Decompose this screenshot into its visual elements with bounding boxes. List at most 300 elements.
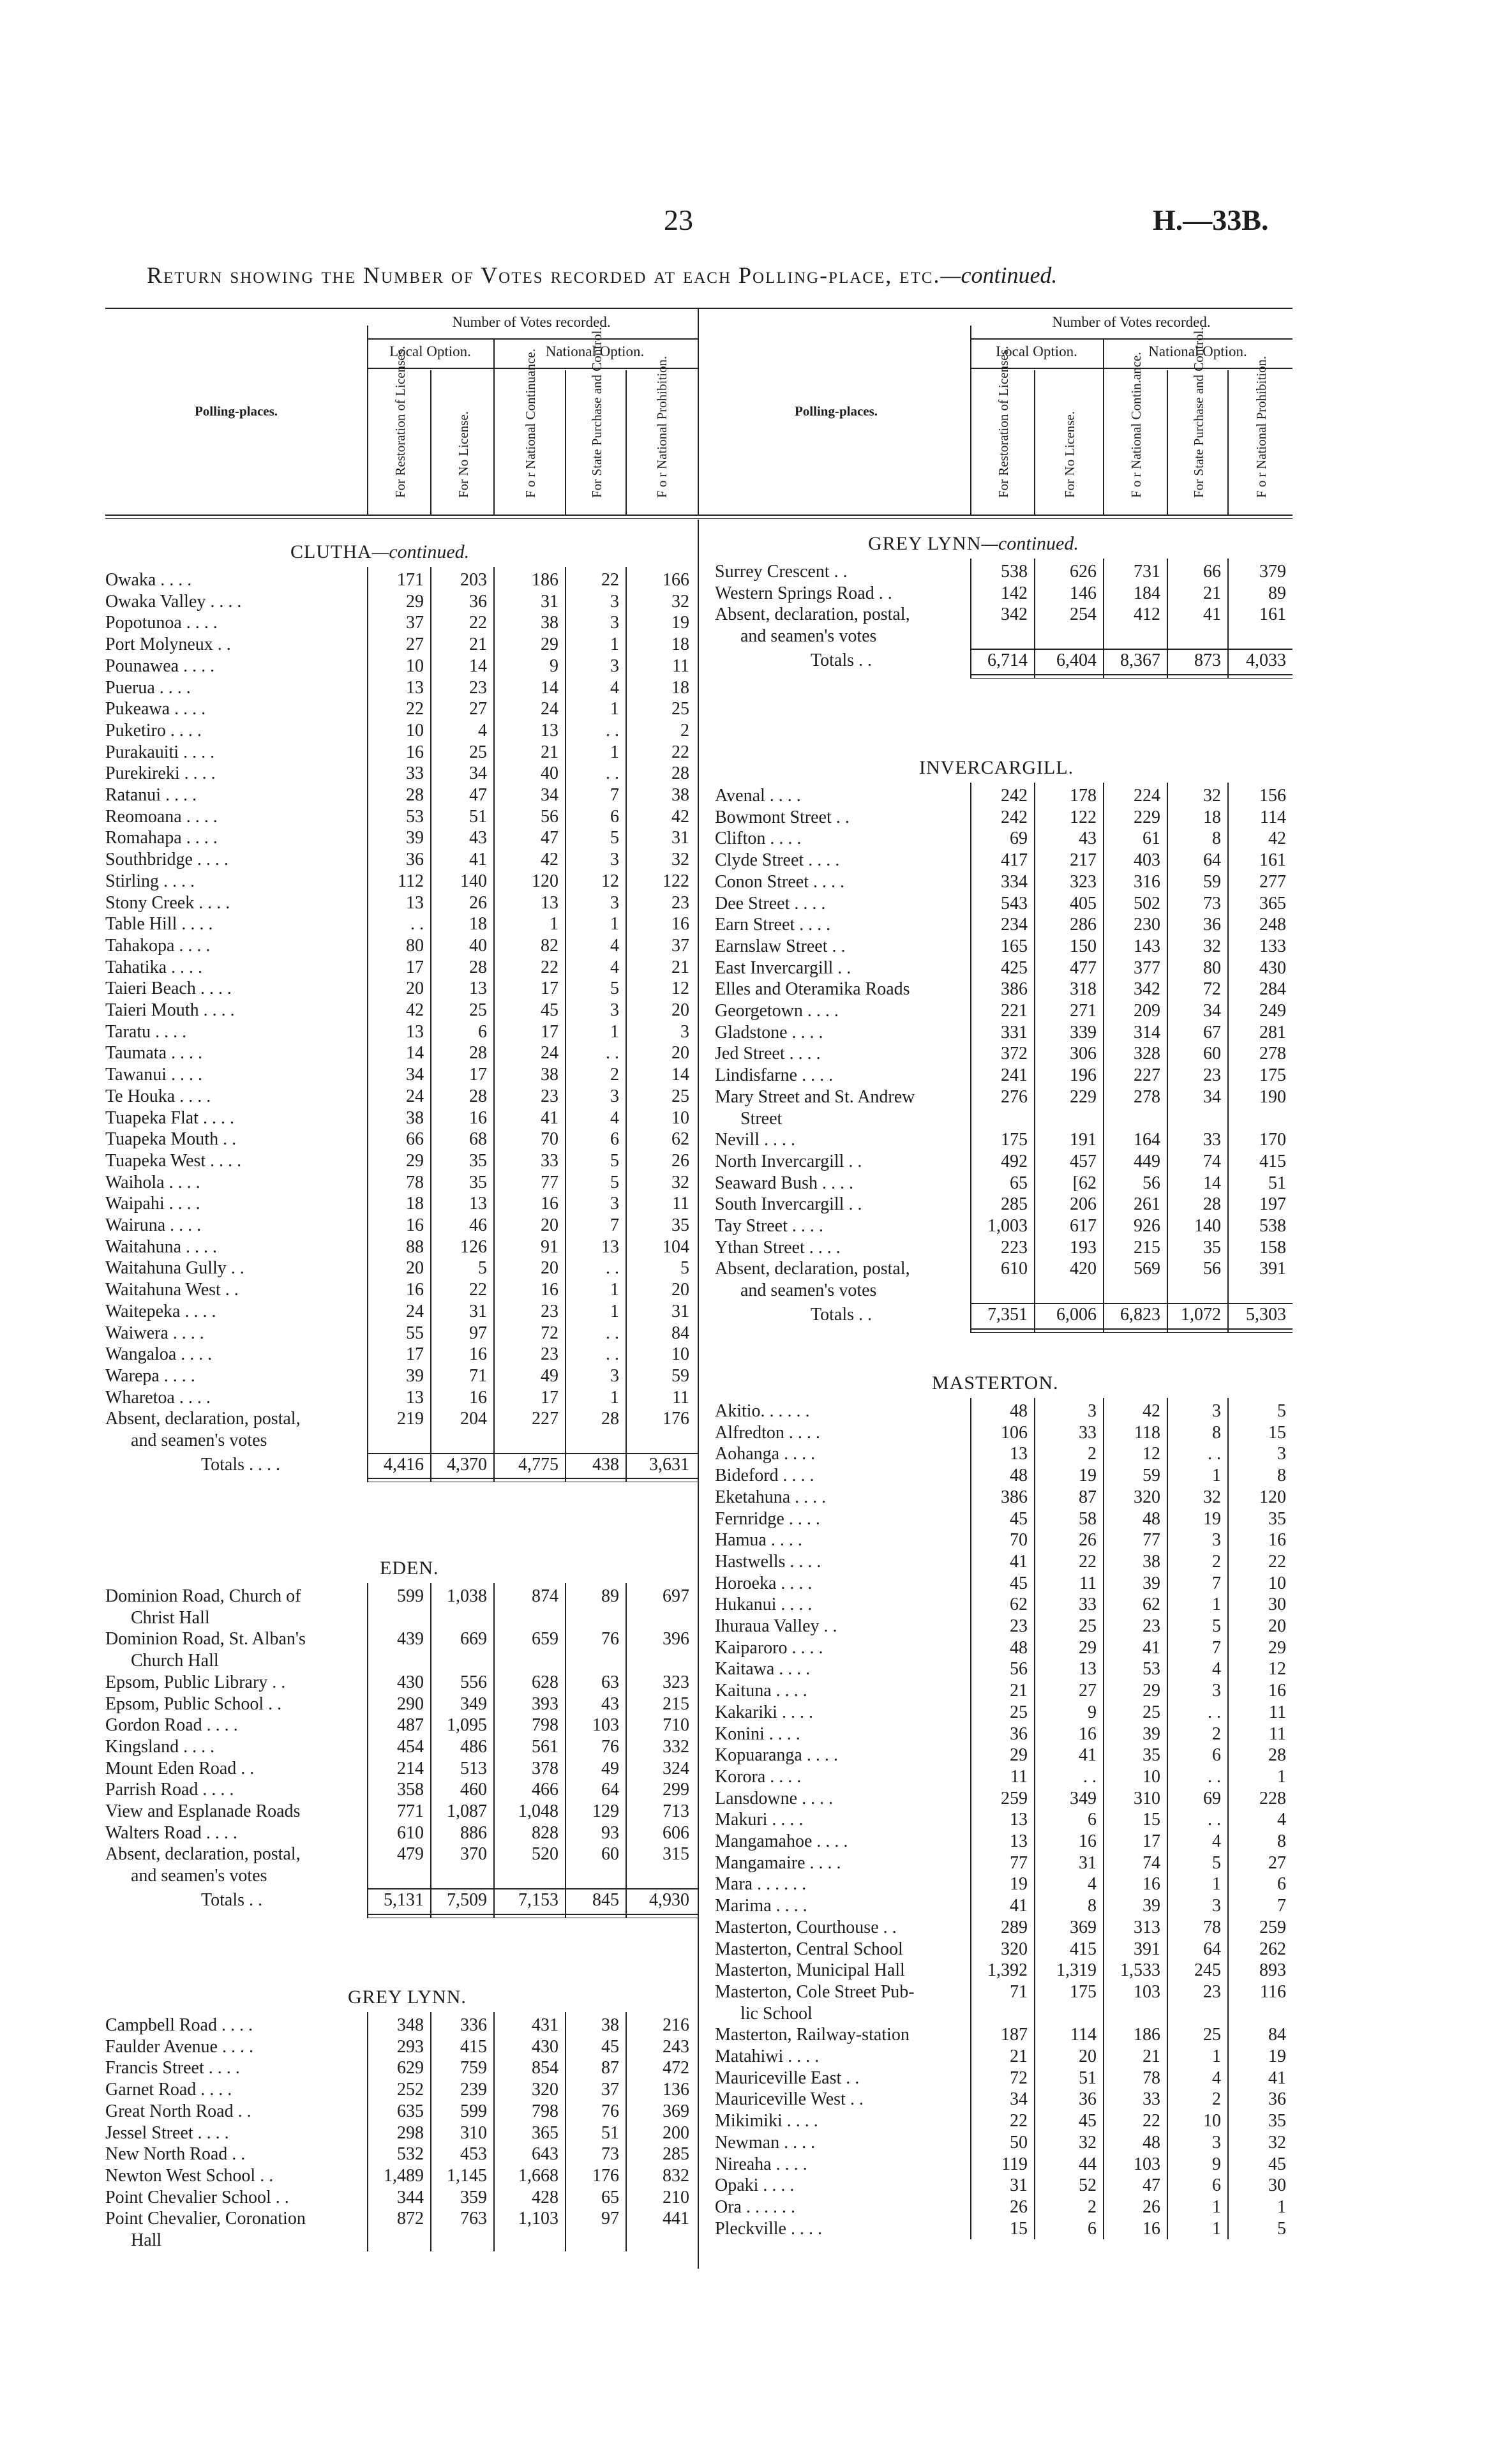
row-value-0: 16 [406, 742, 424, 762]
row-value-3: 34 [1203, 1001, 1221, 1021]
row-value-1: 191 [1070, 1130, 1097, 1150]
column-rule [1034, 1398, 1035, 2239]
row-value-2: 26 [1143, 2197, 1160, 2217]
row-value-1: 415 [460, 2036, 487, 2057]
row-value-3: 3 [610, 1086, 619, 1106]
table-row [715, 1658, 1292, 1679]
row-value-3: 3 [610, 1000, 619, 1020]
row-value-3: 80 [1203, 958, 1221, 978]
row-value-3: 5 [1212, 1616, 1221, 1636]
row-value-2: 42 [541, 850, 558, 870]
row-value-4: 45 [1268, 2154, 1286, 2174]
row-polling-place: Waitahuna Gully . . [105, 1258, 244, 1279]
row-value-1: 336 [460, 2015, 487, 2035]
row-value-2: 47 [541, 828, 558, 848]
table-row [105, 569, 699, 590]
row-value-1: 217 [1070, 850, 1097, 871]
row-value-2: 278 [1134, 1086, 1160, 1107]
row-value-1: 349 [460, 1694, 487, 1714]
row-value-3: 13 [601, 1236, 619, 1257]
row-value-2: 12 [1143, 1444, 1160, 1464]
row-value-3: 103 [592, 1715, 619, 1736]
row-polling-place: Absent, declaration, postal, [105, 1844, 301, 1865]
total-value-1: 6,006 [1056, 1304, 1097, 1325]
table-row [715, 958, 1292, 979]
row-value-0: 13 [1010, 1831, 1028, 1851]
row-polling-place: Francis Street . . . . [105, 2058, 240, 2078]
row-polling-place: Masterton, Central School [715, 1939, 903, 1959]
row-polling-place: Tuapeka Flat . . . . [105, 1108, 234, 1128]
total-value-4: 5,303 [1246, 1304, 1286, 1325]
row-value-2: 229 [1134, 807, 1160, 827]
table-row [105, 1301, 699, 1322]
row-value-4: 281 [1259, 1022, 1286, 1042]
row-value-1: 669 [460, 1629, 487, 1649]
row-value-0: 487 [397, 1715, 424, 1736]
row-value-0: 1,489 [384, 2165, 424, 2186]
row-value-1: 196 [1070, 1065, 1097, 1086]
row-value-3: 73 [1203, 893, 1221, 913]
row-value-4: 16 [1268, 1681, 1286, 1701]
table-row [715, 914, 1292, 935]
row-value-4: 323 [663, 1672, 689, 1692]
row-value-3: 32 [1203, 786, 1221, 806]
table-row [105, 1865, 699, 1886]
row-value-1: 16 [469, 1108, 487, 1128]
table-row [105, 806, 699, 827]
table-row [715, 936, 1292, 957]
row-polling-place: Parrish Road . . . . [105, 1780, 234, 1800]
row-value-0: 22 [1010, 2111, 1028, 2131]
row-value-2: 854 [532, 2058, 558, 2078]
row-value-2: 184 [1134, 583, 1160, 603]
row-value-1: 146 [1070, 583, 1097, 603]
table-row [715, 1939, 1292, 1960]
row-value-0: 331 [1001, 1022, 1028, 1042]
row-value-3: 6 [610, 1129, 619, 1150]
row-value-3: 5 [610, 1172, 619, 1192]
row-value-3: 3 [1212, 1401, 1221, 1421]
table-row [715, 1022, 1292, 1043]
row-value-3: . . [606, 1323, 619, 1343]
table-row [105, 1215, 699, 1236]
totals-label: Totals . . [201, 1889, 263, 1910]
row-value-0: 175 [1001, 1130, 1028, 1150]
row-value-4: 396 [663, 1629, 689, 1649]
column-rule [1103, 559, 1104, 678]
row-value-3: 23 [1203, 1065, 1221, 1086]
row-polling-place: Popotunoa . . . . [105, 613, 218, 633]
row-value-1: 369 [1070, 1917, 1097, 1937]
total-value-2: 4,775 [518, 1454, 558, 1475]
row-value-0: 171 [397, 570, 424, 590]
row-value-3: 59 [1203, 871, 1221, 892]
row-value-2: 62 [1143, 1595, 1160, 1615]
table-row [715, 1465, 1292, 1486]
table-row [715, 979, 1292, 1000]
row-polling-place: Hastwells . . . . [715, 1551, 821, 1572]
row-polling-place: lic School [740, 2003, 813, 2024]
table-row [105, 1408, 699, 1429]
row-value-2: 1,668 [518, 2165, 558, 2186]
row-polling-place: Owaka . . . . [105, 570, 192, 590]
row-value-1: 1,087 [447, 1801, 487, 1821]
row-value-0: 56 [1010, 1659, 1028, 1679]
row-value-2: 40 [541, 763, 558, 784]
table-row [715, 1917, 1292, 1938]
row-value-1: 36 [469, 591, 487, 612]
row-value-1: 763 [460, 2209, 487, 2229]
table-row [715, 1108, 1292, 1129]
row-polling-place: Christ Hall [131, 1607, 210, 1628]
row-value-2: 120 [532, 871, 558, 891]
row-value-0: 41 [1010, 1896, 1028, 1916]
row-value-3: 1 [610, 1280, 619, 1300]
row-value-3: 4 [610, 957, 619, 977]
row-value-4: 415 [1259, 1151, 1286, 1171]
row-value-3: 32 [1203, 936, 1221, 956]
row-value-3: . . [1208, 1810, 1221, 1830]
row-value-4: 215 [663, 1694, 689, 1714]
row-value-4: 133 [1259, 936, 1286, 956]
row-value-0: 55 [406, 1323, 424, 1343]
row-value-3: 12 [601, 871, 619, 891]
table-row [105, 2187, 699, 2208]
row-value-1: 271 [1070, 1001, 1097, 1021]
table-row [715, 1637, 1292, 1658]
row-value-2: 393 [532, 1694, 558, 1714]
row-value-1: 34 [469, 763, 487, 784]
row-value-1: 457 [1070, 1151, 1097, 1171]
table-row [105, 1736, 699, 1757]
row-value-2: 798 [532, 2101, 558, 2121]
row-polling-place: Kaitawa . . . . [715, 1659, 811, 1679]
row-value-1: 415 [1070, 1939, 1097, 1959]
row-value-3: 3 [610, 1194, 619, 1214]
row-value-0: 69 [1010, 829, 1028, 849]
totals-rule [367, 1453, 699, 1454]
row-value-4: 31 [671, 828, 689, 848]
row-value-4: 16 [671, 914, 689, 935]
row-value-3: 89 [601, 1586, 619, 1606]
total-value-0: 5,131 [384, 1889, 424, 1910]
table-row [105, 892, 699, 913]
section-title [868, 533, 1079, 555]
row-polling-place: Absent, declaration, postal, [715, 605, 910, 625]
row-value-2: 23 [541, 1086, 558, 1106]
table-row [715, 1237, 1292, 1258]
row-value-0: 872 [397, 2209, 424, 2229]
row-value-0: 187 [1001, 2025, 1028, 2045]
row-value-3: 1 [610, 1301, 619, 1321]
row-polling-place: Ratanui . . . . [105, 785, 197, 805]
row-value-2: 17 [541, 1387, 558, 1408]
table-row [715, 1422, 1292, 1443]
row-value-0: 342 [1001, 605, 1028, 625]
row-value-0: 72 [1010, 2068, 1028, 2088]
row-value-0: 18 [406, 1194, 424, 1214]
row-value-3: 63 [601, 1672, 619, 1692]
totals-label: Totals . . [811, 650, 873, 670]
row-value-1: 886 [460, 1822, 487, 1843]
row-value-4: 18 [671, 635, 689, 655]
row-value-2: 314 [1134, 1022, 1160, 1042]
table-row [105, 763, 699, 784]
table-row [105, 1650, 699, 1671]
row-value-0: 65 [1010, 1173, 1028, 1193]
row-value-2: 227 [532, 1409, 558, 1429]
row-value-0: 20 [406, 979, 424, 999]
row-polling-place: Kakariki . . . . [715, 1702, 813, 1722]
row-value-3: 51 [601, 2122, 619, 2143]
table-row [105, 827, 699, 848]
row-polling-place: Pleckville . . . . [715, 2218, 822, 2239]
table-row [105, 1801, 699, 1822]
table-row [105, 785, 699, 806]
column-rule [1034, 783, 1035, 1332]
row-value-3: 3 [610, 1365, 619, 1386]
row-polling-place: Kaiparoro . . . . [715, 1637, 823, 1658]
table-row [715, 1129, 1292, 1150]
row-value-4: 116 [1260, 1981, 1286, 2002]
row-value-1: 193 [1070, 1237, 1097, 1258]
row-polling-place: New North Road . . [105, 2144, 246, 2165]
row-value-4: 20 [671, 1280, 689, 1300]
row-value-1: 460 [460, 1780, 487, 1800]
document-title-main: Return showing the Number of Votes recorded at each Polling-place, etc. [147, 262, 941, 288]
row-value-2: 91 [541, 1236, 558, 1257]
table-row [715, 1529, 1292, 1551]
row-value-1: 41 [1079, 1745, 1097, 1766]
row-value-4: 62 [671, 1129, 689, 1150]
row-value-0: 221 [1001, 1001, 1028, 1021]
row-value-4: 10 [671, 1344, 689, 1365]
total-value-4: 4,930 [649, 1889, 689, 1910]
row-value-4: 32 [1268, 2132, 1286, 2152]
row-value-1: 19 [1079, 1466, 1097, 1486]
table-row [715, 1194, 1292, 1215]
row-value-1: 13 [469, 979, 487, 999]
row-polling-place: Earn Street . . . . [715, 915, 831, 935]
totals-bottom-rule [367, 1914, 699, 1915]
row-value-2: 74 [1143, 1852, 1160, 1873]
row-value-1: 16 [469, 1344, 487, 1365]
header-left-outer [698, 308, 699, 516]
row-value-0: 344 [397, 2187, 424, 2207]
row-value-0: 298 [397, 2122, 424, 2143]
table-row [715, 1551, 1292, 1572]
row-value-3: . . [606, 763, 619, 784]
table-row [105, 1279, 699, 1300]
total-value-2: 6,823 [1120, 1304, 1160, 1325]
row-value-3: . . [1208, 1702, 1221, 1722]
row-polling-place: Ythan Street . . . . [715, 1237, 841, 1258]
table-row [105, 1064, 699, 1085]
table-row [105, 656, 699, 677]
table-row [715, 1401, 1292, 1422]
row-value-1: 513 [460, 1758, 487, 1778]
row-value-4: 35 [671, 1215, 689, 1235]
table-row [105, 1236, 699, 1258]
row-value-1: 44 [1079, 2154, 1097, 2174]
header-right-votes-rule [970, 338, 1292, 340]
row-value-2: 21 [541, 742, 558, 762]
table-row [105, 849, 699, 870]
row-polling-place: Avenal . . . . [715, 786, 801, 806]
row-value-1: 18 [469, 914, 487, 935]
row-value-4: 14 [671, 1065, 689, 1085]
row-polling-place: Hall [131, 2230, 162, 2250]
section-title-continued: —continued. [371, 541, 470, 562]
table-row [715, 1173, 1292, 1194]
row-value-3: 76 [601, 2101, 619, 2121]
row-value-4: 259 [1259, 1917, 1286, 1937]
table-row [105, 698, 699, 719]
row-value-0: 23 [1010, 1616, 1028, 1636]
row-value-1: 32 [1079, 2132, 1097, 2152]
row-polling-place: Tawanui . . . . [105, 1065, 203, 1085]
table-row [715, 2218, 1292, 2239]
row-value-0: 50 [1010, 2132, 1028, 2152]
row-value-1: 20 [1079, 2047, 1097, 2066]
table-row [105, 2079, 699, 2100]
column-rule [493, 1583, 495, 1918]
row-value-4: 391 [1259, 1259, 1286, 1279]
row-value-1: 6 [1088, 1810, 1097, 1830]
row-value-2: 659 [532, 1629, 558, 1649]
row-polling-place: Opaki . . . . [715, 2175, 795, 2196]
row-value-1: 35 [469, 1150, 487, 1171]
row-value-1: 31 [469, 1301, 487, 1321]
row-value-4: 161 [1259, 605, 1286, 625]
row-value-4: 29 [1268, 1637, 1286, 1658]
row-value-3: 9 [1212, 2154, 1221, 2174]
table-row [715, 2175, 1292, 2196]
row-value-1: 71 [469, 1365, 487, 1386]
row-polling-place: Waitahuna . . . . [105, 1236, 218, 1257]
row-value-3: 5 [610, 979, 619, 999]
row-value-4: 35 [1268, 1508, 1286, 1529]
totals-bottom-rule-thin [970, 1332, 1292, 1333]
row-value-1: 26 [469, 892, 487, 913]
table-row [105, 677, 699, 698]
row-value-1: 22 [1079, 1551, 1097, 1572]
column-rule [970, 783, 971, 1332]
row-value-4: 430 [1259, 958, 1286, 978]
column-rule [1227, 783, 1229, 1332]
header-left-col-2: F o r National Continuance. [493, 370, 566, 516]
table-row [105, 2230, 699, 2251]
column-rule [1103, 783, 1104, 1332]
table-row [715, 2132, 1292, 2153]
row-value-0: 14 [406, 1043, 424, 1063]
row-value-1: 114 [1070, 2025, 1097, 2045]
table-row [105, 1822, 699, 1844]
totals-rule [970, 1303, 1292, 1304]
row-value-0: 259 [1001, 1788, 1028, 1808]
table-row [715, 1895, 1292, 1916]
row-value-1: 13 [1079, 1659, 1097, 1679]
row-polling-place: Kaituna . . . . [715, 1681, 807, 1701]
row-value-0: 532 [397, 2144, 424, 2165]
row-value-0: 34 [406, 1065, 424, 1085]
row-value-2: 38 [1143, 1551, 1160, 1572]
row-value-3: 67 [1203, 1022, 1221, 1042]
row-value-4: 20 [671, 1000, 689, 1020]
table-row [715, 1258, 1292, 1279]
table-row [715, 604, 1292, 625]
row-value-1: 28 [469, 1043, 487, 1063]
row-polling-place: Port Molyneux . . [105, 635, 231, 655]
row-polling-place: Kingsland . . . . [105, 1736, 215, 1757]
row-polling-place: Tahakopa . . . . [105, 935, 211, 956]
row-value-1: 68 [469, 1129, 487, 1150]
table-row [715, 1616, 1292, 1637]
row-value-0: 70 [1010, 1530, 1028, 1551]
row-value-0: 439 [397, 1629, 424, 1649]
row-value-1: 47 [469, 785, 487, 805]
row-value-0: 26 [1010, 2197, 1028, 2217]
header-right-col-2: F o r National Contin.ance. [1103, 370, 1168, 516]
row-value-3: 33 [1203, 1130, 1221, 1150]
row-value-1: 310 [460, 2122, 487, 2143]
row-value-3: 1 [1212, 2197, 1221, 2217]
row-value-4: 59 [671, 1365, 689, 1386]
row-value-4: 176 [663, 1409, 689, 1429]
row-value-0: 276 [1001, 1086, 1028, 1107]
row-value-0: 543 [1001, 893, 1028, 913]
row-value-2: 39 [1143, 1896, 1160, 1916]
totals-row [105, 1454, 699, 1475]
row-value-4: 324 [663, 1758, 689, 1778]
row-value-1: 5 [478, 1258, 487, 1279]
row-value-2: 59 [1143, 1466, 1160, 1486]
row-value-3: 76 [601, 1736, 619, 1757]
row-value-0: 22 [406, 699, 424, 719]
header-left-votes-label: Number of Votes recorded. [452, 314, 611, 330]
row-value-4: 4 [1277, 1810, 1286, 1830]
row-value-0: 165 [1001, 936, 1028, 956]
table-row [105, 1150, 699, 1171]
row-value-3: 21 [1203, 583, 1221, 603]
row-value-4: 15 [1268, 1422, 1286, 1443]
row-value-4: 30 [1268, 1595, 1286, 1615]
row-value-0: 289 [1001, 1917, 1028, 1937]
row-polling-place: Waipahi . . . . [105, 1194, 200, 1214]
row-value-3: 14 [1203, 1173, 1221, 1193]
header-right-local-label: Local Option. [996, 343, 1077, 359]
row-value-4: 18 [671, 677, 689, 698]
table-row [105, 2122, 699, 2144]
table-row [105, 2057, 699, 2078]
row-value-4: 27 [1268, 1852, 1286, 1873]
row-value-2: 15 [1143, 1810, 1160, 1830]
row-value-4: 120 [1259, 1487, 1286, 1507]
row-value-2: 215 [1134, 1237, 1160, 1258]
row-value-2: 328 [1134, 1044, 1160, 1064]
row-value-0: 13 [406, 677, 424, 698]
row-polling-place: Makuri . . . . [715, 1810, 804, 1830]
row-value-2: 29 [541, 635, 558, 655]
row-value-4: 12 [671, 979, 689, 999]
row-value-0: 66 [406, 1129, 424, 1150]
column-rule [970, 1398, 971, 2239]
header-right-col-3: For State Purchase and Control. [1167, 370, 1229, 516]
row-polling-place: Wharetoa . . . . [105, 1387, 211, 1408]
row-value-2: 56 [1143, 1173, 1160, 1193]
row-value-2: 13 [541, 892, 558, 913]
table-row [105, 957, 699, 978]
